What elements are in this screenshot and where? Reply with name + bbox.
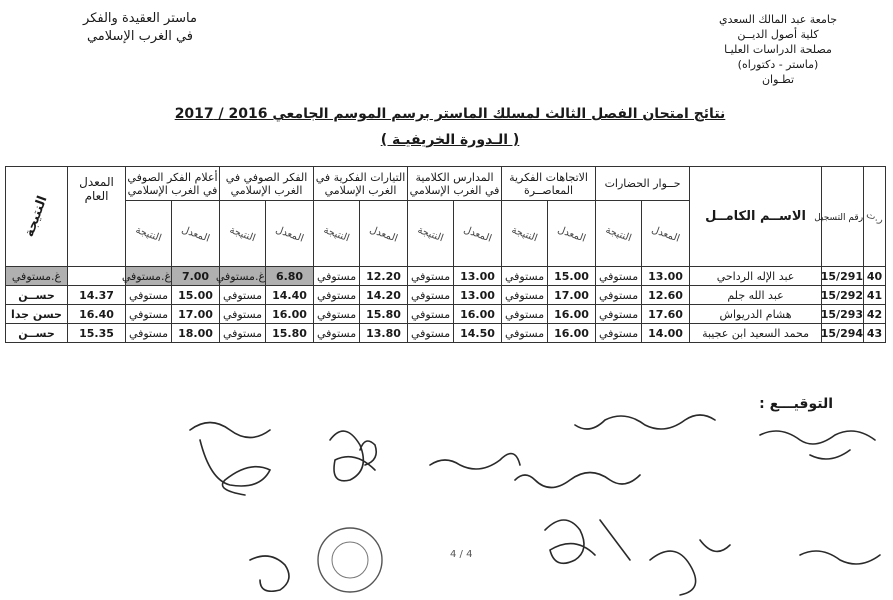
grade-cell: 15.00	[548, 267, 596, 286]
result-cell: مستوفي	[502, 305, 548, 324]
grade-cell: 16.00	[454, 305, 502, 324]
col-header-fullname: الاســم الكامــل	[690, 167, 822, 267]
results-table	[5, 166, 886, 343]
result-cell: مستوفي	[126, 305, 172, 324]
grade-cell: 14.50	[454, 324, 502, 343]
result-cell: مستوفي	[502, 324, 548, 343]
signature-5	[760, 431, 875, 459]
page-number: 4 / 4	[450, 549, 473, 560]
department-name: مصلحة الدراسات العليـا	[724, 43, 832, 56]
registration-number: 15/294	[822, 324, 864, 343]
grade-cell: 15.80	[360, 305, 408, 324]
signatures-area	[0, 410, 893, 600]
city-name: تطـوان	[761, 73, 795, 86]
grade-cell: 17.00	[172, 305, 220, 324]
document-title: نتائج امتحان الفصل الثالث لمسلك الماستر برسم الموسم الجامعي 2016 / 2017	[174, 106, 726, 122]
grade-cell: 16.00	[548, 324, 596, 343]
general-average	[68, 267, 126, 286]
module-header-1: حــوار الحضارات	[596, 167, 690, 201]
sub-header-result: النتيجة	[596, 201, 642, 267]
result-cell: مستوفي	[126, 324, 172, 343]
registration-number: 15/292	[822, 286, 864, 305]
signature-label: التوقيـــع :	[759, 396, 833, 412]
grade-cell: 13.00	[454, 267, 502, 286]
grade-cell: 14.20	[360, 286, 408, 305]
result-cell: مستوفي	[314, 305, 360, 324]
grade-cell: 16.00	[266, 305, 314, 324]
module-header-4: التيارات الفكرية في الغرب الإسلامي	[314, 167, 408, 201]
grade-cell: 17.00	[548, 286, 596, 305]
row-number: 43	[864, 324, 886, 343]
sub-header-grade: المعدل	[548, 201, 596, 267]
col-header-final-result: النتيجة	[6, 167, 68, 267]
grade-cell: 12.60	[642, 286, 690, 305]
official-stamp-inner	[332, 542, 368, 578]
module-header-6: أعلام الفكر الصوفي في الغرب الإسلامي	[126, 167, 220, 201]
master-program-header	[50, 10, 230, 46]
grade-cell: 18.00	[172, 324, 220, 343]
sub-header-result: النتيجة	[314, 201, 360, 267]
sub-header-grade: المعدل	[172, 201, 220, 267]
final-result: حســن	[6, 286, 68, 305]
program-level: (ماستر - دكتوراه)	[737, 58, 819, 71]
sub-header-grade: المعدل	[360, 201, 408, 267]
university-name: جامعة عبد المالك السعدي	[718, 13, 838, 26]
table-row	[6, 286, 886, 305]
session-subtitle: ( الـدورة الخريفيـة )	[380, 132, 520, 148]
signature-6	[515, 473, 640, 488]
result-cell: مستوفي	[596, 286, 642, 305]
result-cell: مستوفي	[408, 324, 454, 343]
sub-header-result: النتيجة	[220, 201, 266, 267]
grade-cell: 12.20	[360, 267, 408, 286]
grade-cell: 13.80	[360, 324, 408, 343]
signature-7	[545, 520, 630, 563]
table-row	[6, 267, 886, 286]
module-header-2: الاتجاهات الفكرية المعاصــرة	[502, 167, 596, 201]
registration-number: 15/291	[822, 267, 864, 286]
result-cell: مستوفي	[220, 305, 266, 324]
sub-header-grade: المعدل	[454, 201, 502, 267]
student-name: عبد الإله الرداحي	[690, 267, 822, 286]
general-average: 16.40	[68, 305, 126, 324]
grade-cell: 17.60	[642, 305, 690, 324]
col-header-general-average: المعدل العام	[68, 167, 126, 267]
result-cell: مستوفي	[220, 324, 266, 343]
row-number: 42	[864, 305, 886, 324]
result-cell: مستوفي	[596, 305, 642, 324]
grade-cell: 14.00	[642, 324, 690, 343]
student-name: محمد السعيد ابن عجيبة	[690, 324, 822, 343]
col-header-number: ر.ت	[864, 167, 886, 267]
result-cell: مستوفي	[502, 286, 548, 305]
signature-10	[250, 556, 289, 591]
student-name: عبد الله جلم	[690, 286, 822, 305]
signature-4	[575, 415, 715, 429]
signature-9	[800, 551, 880, 564]
student-name: هشام الدريواش	[690, 305, 822, 324]
result-cell: مستوفي	[408, 267, 454, 286]
final-result: حسن جدا	[6, 305, 68, 324]
result-cell: مستوفي	[408, 286, 454, 305]
signature-3	[430, 454, 520, 469]
module-header-5: الفكر الصوفي في الغرب الإسلامي	[220, 167, 314, 201]
col-header-registration: رقم التسجيل	[822, 167, 864, 267]
sub-header-result: النتيجة	[408, 201, 454, 267]
final-result: غ.مستوفي	[6, 267, 68, 286]
master-program-line1: ماستر العقيدة والفكر	[83, 11, 197, 26]
grade-cell: 7.00	[172, 267, 220, 286]
grade-cell: 16.00	[548, 305, 596, 324]
table-row	[6, 324, 886, 343]
grade-cell: 15.00	[172, 286, 220, 305]
result-cell: غ.مستوفي	[126, 267, 172, 286]
result-cell: مستوفي	[314, 324, 360, 343]
general-average: 15.35	[68, 324, 126, 343]
result-cell: مستوفي	[220, 286, 266, 305]
result-cell: مستوفي	[502, 267, 548, 286]
sub-header-grade: المعدل	[266, 201, 314, 267]
grade-cell: 13.00	[454, 286, 502, 305]
sub-header-result: النتيجة	[502, 201, 548, 267]
signature-2	[330, 431, 376, 481]
result-cell: مستوفي	[596, 267, 642, 286]
result-cell: مستوفي	[126, 286, 172, 305]
grade-cell: 6.80	[266, 267, 314, 286]
row-number: 41	[864, 286, 886, 305]
grade-cell: 15.80	[266, 324, 314, 343]
module-header-3: المدارس الكلامية في الغرب الإسلامي	[408, 167, 502, 201]
grade-cell: 14.40	[266, 286, 314, 305]
registration-number: 15/293	[822, 305, 864, 324]
master-program-line2: في الغرب الإسلامي	[86, 29, 194, 44]
result-cell: مستوفي	[596, 324, 642, 343]
signature-1	[190, 423, 270, 496]
university-header	[693, 12, 863, 87]
official-stamp	[318, 528, 382, 592]
final-result: حســن	[6, 324, 68, 343]
result-cell: مستوفي	[314, 286, 360, 305]
signature-8	[650, 540, 730, 595]
result-cell: مستوفي	[314, 267, 360, 286]
row-number: 40	[864, 267, 886, 286]
faculty-name: كلية أصول الديــن	[737, 28, 819, 41]
general-average: 14.37	[68, 286, 126, 305]
result-cell: مستوفي	[408, 305, 454, 324]
grade-cell: 13.00	[642, 267, 690, 286]
result-cell: غ.مستوفي	[220, 267, 266, 286]
sub-header-result: النتيجة	[126, 201, 172, 267]
table-row	[6, 305, 886, 324]
sub-header-grade: المعدل	[642, 201, 690, 267]
